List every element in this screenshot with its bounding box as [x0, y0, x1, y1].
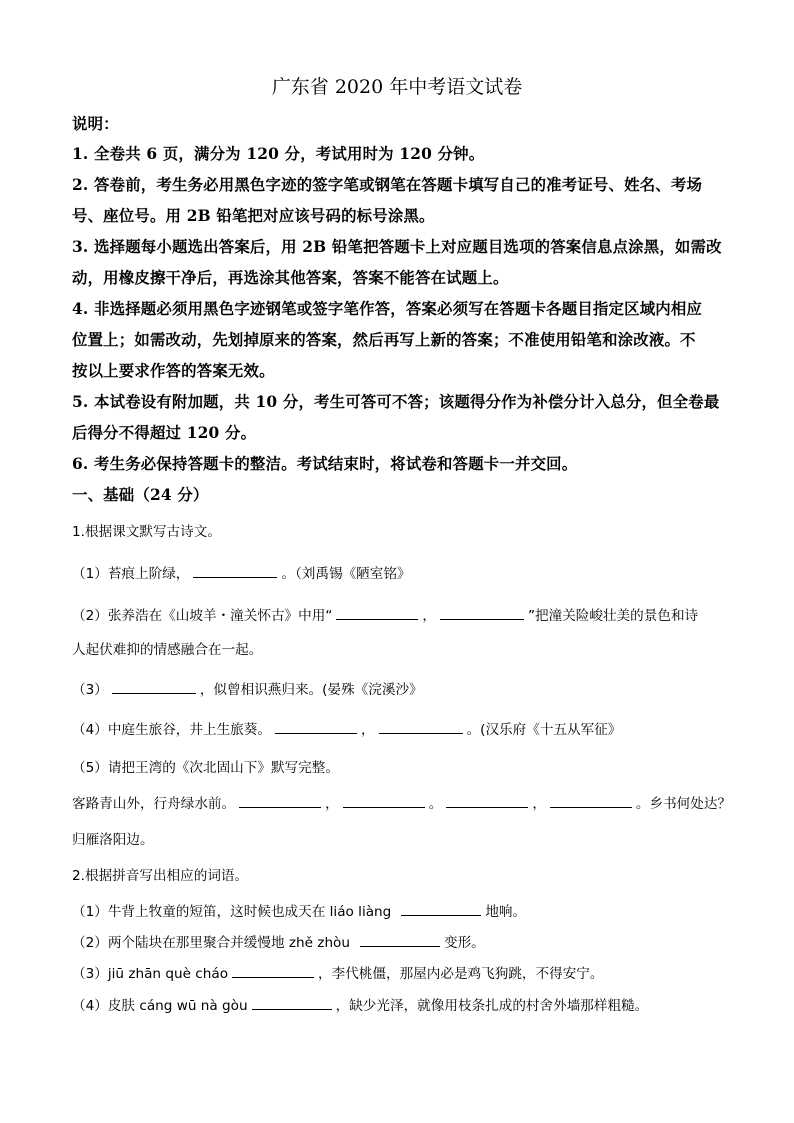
instruction-line: 动，用橡皮擦干净后，再选涂其他答案，答案不能答在试题上。: [72, 269, 509, 287]
answer-blank[interactable]: [112, 680, 196, 694]
question-2-stem: 2.根据拼音写出相应的词语。: [72, 868, 249, 884]
instruction-line: 1. 全卷共 6 页，满分为 120 分，考试用时为 120 分钟。: [72, 145, 485, 163]
text: ，: [422, 608, 436, 624]
text: （3）jiū zhān què cháo: [72, 966, 229, 982]
answer-blank[interactable]: [193, 564, 277, 578]
text: 。乡书何处达？: [635, 796, 732, 812]
text: ，: [532, 796, 546, 812]
answer-blank[interactable]: [336, 606, 418, 620]
text: ，似曾相识燕归来。(晏殊《浣溪沙》: [199, 682, 423, 698]
instruction-line: 号、座位号。用 2B 铅笔把对应该号码的标号涂黑。: [72, 207, 435, 225]
answer-blank[interactable]: [252, 996, 332, 1010]
instruction-line: 5. 本试卷设有附加题，共 10 分，考生可答可不答；该题得分作为补偿分计入总分，但全卷最: [72, 393, 720, 411]
text: 客路青山外，行舟绿水前。: [72, 796, 236, 812]
answer-blank[interactable]: [440, 606, 524, 620]
text: （1）苔痕上阶绿，: [72, 566, 190, 582]
instruction-line: 位置上；如需改动，先划掉原来的答案，然后再写上新的答案；不准使用铅笔和涂改液。不: [72, 331, 696, 349]
instruction-line: 3. 选择题每小题选出答案后，用 2B 铅笔把答题卡上对应题目选项的答案信息点涂黑，如需改: [72, 238, 722, 256]
question-1-part-5-poem-end: 归雁洛阳边。: [72, 832, 154, 848]
text: 。(汉乐府《十五从军征》: [466, 722, 622, 738]
text: 变形。: [444, 935, 485, 951]
text: （4）皮肤 cáng wū nà gòu: [72, 998, 248, 1014]
text: ，: [360, 722, 375, 738]
text: （2）张养浩在《山坡羊・潼关怀古》中用“: [72, 608, 333, 624]
question-1-part-2: [72, 604, 698, 624]
text: （3）: [72, 682, 108, 698]
instruction-line: 6. 考生务必保持答题卡的整洁。考试结束时，将试卷和答题卡一并交回。: [72, 455, 578, 473]
question-1-part-5: （5）请把王湾的《次北固山下》默写完整。: [72, 760, 339, 776]
answer-blank[interactable]: [401, 902, 481, 916]
text: ，李代桃僵，那屋内必是鸡飞狗跳，不得安宁。: [318, 966, 604, 982]
section-heading: 一、基础（24 分）: [72, 486, 209, 504]
question-2-part-2: [72, 931, 485, 951]
question-2-part-3: [72, 962, 603, 982]
question-1-part-3: [72, 678, 423, 698]
instruction-line: 2. 答卷前，考生务必用黑色字迹的签字笔或钢笔在答题卡填写自己的准考证号、姓名、考场: [72, 176, 703, 194]
text: （2）两个陆块在那里聚合并缓慢地 zhě zhòu: [72, 935, 350, 951]
text: 。（刘禹锡《陋室铭》: [281, 566, 411, 582]
answer-blank[interactable]: [379, 720, 463, 734]
answer-blank[interactable]: [360, 933, 440, 947]
answer-blank[interactable]: [239, 794, 321, 808]
text: ，: [325, 796, 339, 812]
question-2-part-4: [72, 994, 648, 1014]
text: 。: [428, 796, 443, 812]
question-1-part-4: [72, 718, 621, 738]
question-1-stem: 1.根据课文默写古诗文。: [72, 524, 221, 540]
text: （4）中庭生旅谷，井上生旅葵。: [72, 722, 271, 738]
text: （1）牛背上牧童的短笛，这时候也成天在 liáo liàng: [72, 904, 392, 920]
answer-blank[interactable]: [550, 794, 632, 808]
text: 地响。: [485, 904, 527, 920]
answer-blank[interactable]: [343, 794, 425, 808]
answer-blank[interactable]: [446, 794, 528, 808]
text: ”把潼关险峻壮美的景色和诗: [527, 608, 699, 624]
question-1-part-2-cont: 人起伏难抑的情感融合在一起。: [72, 642, 263, 658]
instruction-line: 按以上要求作答的答案无效。: [72, 362, 275, 380]
question-1-part-5-poem: [72, 792, 731, 812]
answer-blank[interactable]: [232, 964, 314, 978]
instructions-heading: 说明：: [72, 115, 119, 133]
text: ，缺少光泽，就像用枝条扎成的村舍外墙那样粗糙。: [335, 998, 649, 1014]
answer-blank[interactable]: [275, 720, 357, 734]
page-title: 广东省 2020 年中考语文试卷: [271, 76, 523, 98]
question-2-part-1: [72, 900, 526, 920]
instruction-line: 4. 非选择题必须用黑色字迹钢笔或签字笔作答，答案必须写在答题卡各题目指定区域内相应: [72, 300, 703, 318]
instruction-line: 后得分不得超过 120 分。: [72, 424, 257, 442]
question-1-part-1: [72, 562, 411, 582]
